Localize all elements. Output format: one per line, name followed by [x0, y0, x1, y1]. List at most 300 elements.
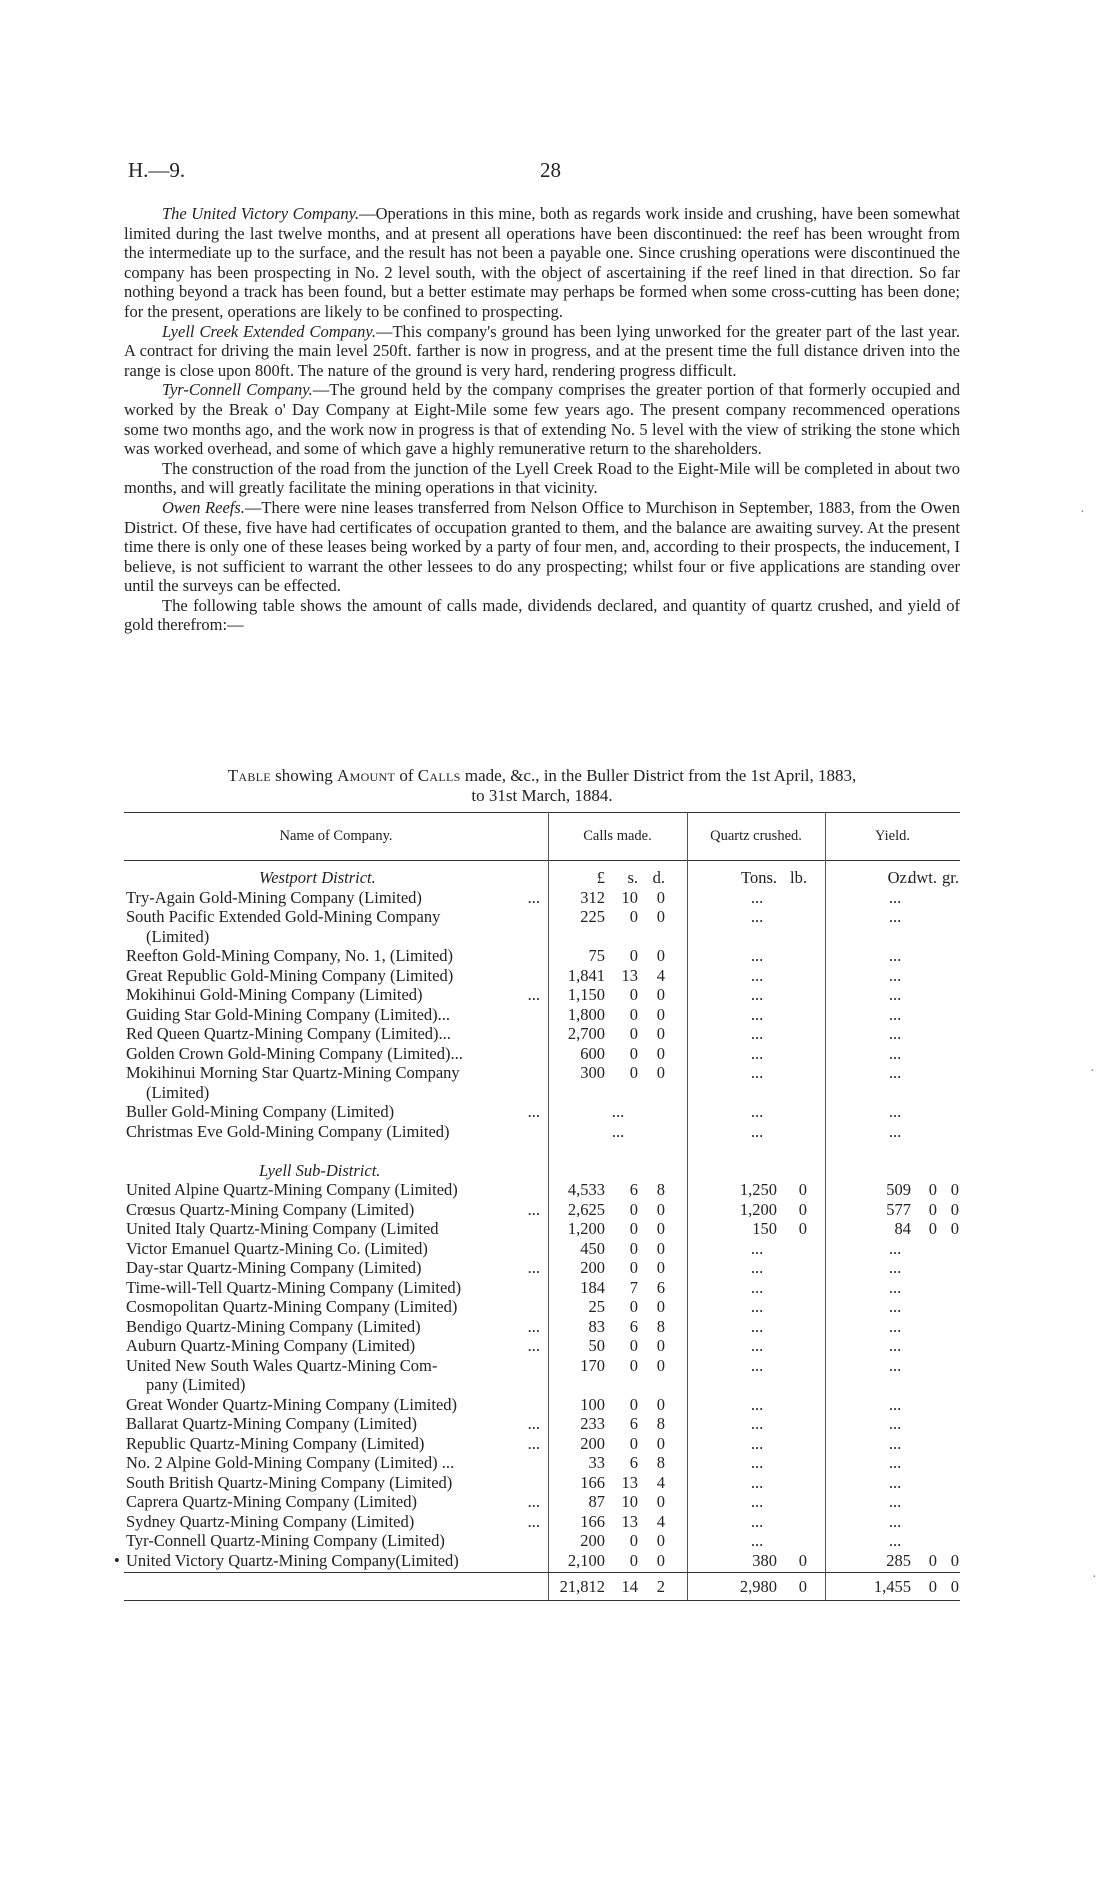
cell-yield: ...	[888, 1121, 902, 1141]
company-name-text: Time-will-Tell Quartz-Mining Company (Limited)	[126, 1277, 462, 1297]
cell-l: 25	[588, 1297, 605, 1316]
cell-l: 1,841	[567, 965, 605, 985]
company-name-text: Try-Again Gold-Mining Company (Limited)	[126, 887, 422, 907]
cell-l: 312	[580, 887, 605, 907]
company-name	[126, 1434, 542, 1454]
paragraph-text: —The ground held by the company comprises the greater portion of that formerly occupied and worked by the Break o' Day Company at Eight-Mile some few years ago. The present company recommenced operations some two months ago, and the work now in progress is that of extending No. 5 level with the view of striking the stone which was worked overhead, and some of which gave a highly remunerative return to the shareholders.	[124, 380, 960, 459]
totals-rule	[124, 1572, 960, 1573]
cell-d: 0	[656, 1433, 665, 1453]
caption-word: Table	[227, 766, 271, 785]
company-name	[126, 1180, 542, 1200]
company-name-text: South British Quartz-Mining Company (Limited)	[126, 1472, 453, 1492]
cell-yd: 0	[928, 1550, 937, 1570]
cell-l: 200	[580, 1258, 605, 1277]
margin-mark: ·	[1080, 505, 1085, 520]
cell-d: 0	[656, 1063, 665, 1082]
table-row	[124, 1219, 960, 1239]
cell-d: 0	[656, 1258, 665, 1277]
cell-quartz: ...	[750, 1394, 764, 1414]
table-row-continuation	[124, 1083, 960, 1103]
cell-l: 166	[580, 1511, 605, 1531]
cell-s: 0	[629, 1024, 638, 1043]
cell-yg: 0	[950, 1550, 959, 1570]
cell-quartz: ...	[750, 1336, 764, 1355]
company-name	[126, 1278, 542, 1298]
header-quartz: Quartz crushed.	[710, 828, 802, 844]
leader-dots: ...	[527, 985, 540, 1004]
leader-dots: ...	[527, 1316, 540, 1336]
table-row	[124, 1200, 960, 1220]
cell-yield: ...	[888, 1004, 902, 1024]
margin-mark: ·	[1092, 1570, 1097, 1585]
cell-s: 6	[629, 1180, 638, 1199]
body-text	[124, 204, 960, 635]
cell-d: 0	[656, 1336, 665, 1355]
cell-yo: 577	[886, 1199, 911, 1219]
cell-yield: ...	[888, 1336, 902, 1355]
table-row	[124, 1005, 960, 1025]
cell-d: 0	[656, 1394, 665, 1414]
cell-l: 2,100	[567, 1550, 605, 1570]
cell-quartz: ...	[750, 1297, 764, 1316]
cell-s: 0	[629, 1043, 638, 1063]
company-name-text: Republic Quartz-Mining Company (Limited)	[126, 1433, 425, 1453]
table-row	[124, 1473, 960, 1493]
company-name	[126, 1239, 542, 1259]
company-name-text: Guiding Star Gold-Mining Company (Limited)...	[126, 1004, 451, 1024]
caption-line-2: to 31st March, 1884.	[471, 786, 613, 805]
table-row	[124, 888, 960, 908]
cell-yield: ...	[888, 1394, 902, 1414]
company-name	[126, 1219, 542, 1239]
cell-quartz: ...	[750, 1238, 764, 1258]
cell-yield: ...	[888, 985, 902, 1004]
cell-d: 0	[656, 1004, 665, 1024]
caption-text: made, &c., in the Buller District from the 1st April, 1883,	[464, 766, 857, 785]
cell-quartz: ...	[750, 1433, 764, 1453]
cell-yo: Oz.	[887, 868, 911, 887]
cell-yield: ...	[888, 1024, 902, 1043]
cell-s: 13	[621, 965, 638, 985]
cell-s: 6	[629, 1316, 638, 1336]
cell-yield: ...	[888, 1472, 902, 1492]
cell-d: 0	[656, 907, 665, 926]
cell-l: 50	[588, 1336, 605, 1355]
cell-quartz: ...	[750, 1355, 764, 1375]
cell-l: 87	[588, 1492, 605, 1511]
company-name-text: Christmas Eve Gold-Mining Company (Limited)	[126, 1121, 450, 1141]
cell-l: 1,200	[567, 1219, 605, 1238]
paragraph-table-intro	[124, 596, 960, 635]
cell-d: 0	[656, 1550, 665, 1570]
caption-text: of	[399, 766, 414, 785]
cell-yg: 0	[950, 1180, 959, 1199]
company-name-text: Mokihinui Morning Star Quartz-Mining Company	[126, 1063, 460, 1082]
cell-s: 0	[629, 1336, 638, 1355]
paragraph-text: —Operations in this mine, both as regards work inside and crushing, have been somewhat limited during the last twelve months, and at present all operations have been discontinued: the reef has been wrought from the intermediate up to the surface, and the result has not been a payable one. Since crushing operations were discontinued the company has been prospecting in No. 2 level south, with the object of ascertaining if the reef lined in that direction. So far nothing beyond a track has been found, but a better estimate may perhaps be formed when some cross-cutting has been done; for the present, operations are likely to be confined to prospecting.	[124, 204, 960, 321]
cell-yd: 0	[928, 1199, 937, 1219]
cell-yield: ...	[888, 1414, 902, 1433]
leader-dots: ...	[527, 1336, 540, 1355]
page-header	[128, 158, 964, 182]
cell-d: 4	[656, 1511, 665, 1531]
paragraph-tyr-connell	[124, 380, 960, 458]
cell-s: 13	[621, 1511, 638, 1531]
cell-calls: ...	[611, 1102, 625, 1121]
leader-dots: ...	[527, 1511, 540, 1531]
company-name	[126, 1336, 542, 1356]
leader-dots: ...	[527, 1414, 540, 1433]
cell-quartz: ...	[750, 1102, 764, 1121]
district-heading: Lyell Sub-District.	[259, 1160, 381, 1180]
cell-d: 0	[656, 1297, 665, 1316]
table-row	[124, 946, 960, 966]
cell-ql: 0	[798, 1199, 807, 1219]
cell-yield: ...	[888, 1102, 902, 1121]
company-name-text: Great Wonder Quartz-Mining Company (Limited)	[126, 1394, 458, 1414]
cell-s: 10	[621, 887, 638, 907]
table-row	[124, 985, 960, 1005]
company-name-continuation: pany (Limited)	[146, 1375, 246, 1394]
table-row	[124, 1531, 960, 1551]
cell-l: £	[596, 868, 605, 887]
cell-s: 0	[629, 1258, 638, 1277]
company-name-text: Reefton Gold-Mining Company, No. 1, (Limited)	[126, 946, 454, 965]
table-row	[124, 1453, 960, 1473]
cell-quartz: ...	[750, 907, 764, 926]
cell-quartz: ...	[750, 1043, 764, 1063]
cell-quartz: ...	[750, 1277, 764, 1297]
paragraph-lead: Tyr-Connell Company.	[162, 380, 313, 400]
paragraph-lyell-creek	[124, 322, 960, 381]
cell-yg: gr.	[942, 868, 959, 887]
leader-dots: ...	[527, 1199, 540, 1219]
cell-s: 0	[629, 1394, 638, 1414]
cell-l: 2,700	[567, 1024, 605, 1043]
table-row	[124, 1414, 960, 1434]
table-row	[124, 1434, 960, 1454]
cell-l: 450	[580, 1238, 605, 1258]
cell-l: 600	[580, 1043, 605, 1063]
cell-quartz: ...	[750, 1316, 764, 1336]
company-name-text: No. 2 Alpine Gold-Mining Company (Limited) ...	[126, 1453, 455, 1472]
cell-s: 0	[629, 1433, 638, 1453]
leader-dots: ...	[527, 1102, 540, 1121]
paragraph-lead: The United Victory Company.	[162, 204, 360, 223]
page-number: 28	[540, 158, 561, 182]
cell-s: 0	[629, 1199, 638, 1219]
company-name-text: Buller Gold-Mining Company (Limited)	[126, 1102, 395, 1121]
cell-yield: ...	[888, 1453, 902, 1472]
cell-ql: 0	[798, 1219, 807, 1238]
company-name	[126, 1531, 542, 1551]
table-row	[124, 1336, 960, 1356]
company-name	[126, 1102, 542, 1122]
cell-yd: 0	[928, 1577, 937, 1596]
district-heading: Westport District.	[259, 868, 376, 887]
company-name	[126, 1005, 542, 1025]
cell-quartz: ...	[750, 1063, 764, 1082]
cell-quartz: ...	[750, 1472, 764, 1492]
company-name	[126, 966, 542, 986]
units-row	[124, 868, 960, 888]
cell-s: 0	[629, 1238, 638, 1258]
table-row	[124, 1512, 960, 1532]
table-row	[124, 1122, 960, 1142]
cell-l: 233	[580, 1414, 605, 1433]
company-name	[126, 1024, 542, 1044]
cell-quartz: ...	[750, 887, 764, 907]
cell-l: 75	[588, 946, 605, 965]
cell-yg: 0	[950, 1199, 959, 1219]
company-name-text: United Victory Quartz-Mining Company(Limited)	[126, 1550, 459, 1570]
company-name	[126, 1063, 542, 1083]
cell-s: 0	[629, 1297, 638, 1316]
company-name-text: Caprera Quartz-Mining Company (Limited)	[126, 1492, 417, 1511]
district-row	[124, 1161, 960, 1181]
header-name: Name of Company.	[279, 828, 393, 844]
cell-yg: 0	[950, 1219, 959, 1238]
cell-yield: ...	[888, 946, 902, 965]
cell-qt: 1,250	[739, 1180, 777, 1199]
cell-s: 0	[629, 1550, 638, 1570]
header-calls: Calls made.	[583, 828, 652, 844]
cell-quartz: ...	[750, 1511, 764, 1531]
table-bottom-rule	[124, 1600, 960, 1601]
totals-row	[124, 1577, 960, 1597]
company-name	[126, 1473, 542, 1493]
cell-s: 0	[629, 946, 638, 965]
cell-l: 166	[580, 1472, 605, 1492]
cell-yield: ...	[888, 1492, 902, 1511]
cell-s: 0	[629, 907, 638, 926]
cell-s: 0	[629, 1063, 638, 1082]
cell-l: 100	[580, 1394, 605, 1414]
cell-ql: 0	[798, 1180, 807, 1199]
leader-dots: ...	[527, 887, 540, 907]
cell-calls: ...	[611, 1121, 625, 1141]
cell-d: 0	[656, 1199, 665, 1219]
company-name	[126, 1297, 542, 1317]
company-name	[126, 1512, 542, 1532]
cell-l: 200	[580, 1433, 605, 1453]
company-name	[126, 888, 542, 908]
company-name	[126, 907, 542, 927]
cell-s: 0	[629, 1355, 638, 1375]
cell-d: 2	[656, 1577, 665, 1596]
company-name	[126, 985, 542, 1005]
company-name	[126, 1200, 542, 1220]
paragraph-united-victory	[124, 204, 960, 322]
cell-yield: ...	[888, 1355, 902, 1375]
cell-d: 0	[656, 1355, 665, 1375]
company-name-text: South Pacific Extended Gold-Mining Company	[126, 907, 441, 926]
cell-l: 2,625	[567, 1199, 605, 1219]
cell-quartz: ...	[750, 1004, 764, 1024]
cell-d: 8	[656, 1316, 665, 1336]
company-name-text: Crœsus Quartz-Mining Company (Limited)	[126, 1199, 415, 1219]
paragraph-owen-reefs	[124, 498, 960, 596]
cell-quartz: ...	[750, 1453, 764, 1472]
table-row	[124, 1239, 960, 1259]
cell-d: 0	[656, 1219, 665, 1238]
margin-mark: ·	[1090, 1064, 1095, 1079]
cell-d: 0	[656, 985, 665, 1004]
table-row	[124, 1317, 960, 1337]
cell-yield: ...	[888, 1238, 902, 1258]
cell-quartz: ...	[750, 1531, 764, 1550]
cell-s: s.	[627, 868, 638, 887]
cell-s: 6	[629, 1453, 638, 1472]
cell-s: 10	[621, 1492, 638, 1511]
company-name-text: Sydney Quartz-Mining Company (Limited)	[126, 1511, 415, 1531]
cell-l: 300	[580, 1063, 605, 1082]
cell-ql: 0	[798, 1577, 807, 1596]
cell-ql: 0	[798, 1550, 807, 1570]
company-name	[126, 1551, 542, 1571]
paragraph-lead: Lyell Creek Extended Company.	[162, 321, 376, 341]
company-name-text: Tyr-Connell Quartz-Mining Company (Limited)	[126, 1531, 445, 1550]
cell-s: 6	[629, 1414, 638, 1433]
cell-l: 200	[580, 1531, 605, 1550]
company-name-continuation: (Limited)	[146, 926, 210, 946]
cell-l: 83	[588, 1316, 605, 1336]
company-name	[126, 1044, 542, 1064]
cell-yield: ...	[888, 1258, 902, 1277]
table-row	[114, 1550, 960, 1571]
cell-yo: 1,455	[873, 1577, 911, 1596]
table-row	[124, 1044, 960, 1064]
cell-l: 1,150	[567, 985, 605, 1004]
company-name	[126, 1395, 542, 1415]
company-name	[126, 1453, 542, 1473]
paragraph-text: The following table shows the amount of calls made, dividends declared, and quantity of quartz crushed, and yield of gold therefrom:—	[124, 595, 960, 635]
cell-s: 7	[629, 1277, 638, 1297]
cell-s: 0	[629, 1219, 638, 1238]
cell-s: 0	[629, 1531, 638, 1550]
cell-l: 184	[580, 1277, 605, 1297]
cell-quartz: ...	[750, 1414, 764, 1433]
table-row	[124, 966, 960, 986]
cell-yield: ...	[888, 1063, 902, 1082]
cell-quartz: ...	[750, 1492, 764, 1511]
cell-d: 0	[656, 1024, 665, 1043]
caption-word: Amount	[337, 766, 396, 785]
cell-d: 0	[656, 1492, 665, 1511]
table-row	[124, 907, 960, 927]
company-name	[126, 1258, 542, 1278]
table-row-continuation	[124, 1375, 960, 1395]
cell-l: 1,800	[567, 1004, 605, 1024]
company-name-text: Victor Emanuel Quartz-Mining Co. (Limited)	[126, 1238, 428, 1258]
cell-ql: lb.	[790, 868, 807, 887]
table-row	[124, 1180, 960, 1200]
cell-s: 0	[629, 1004, 638, 1024]
company-name-text: Day-star Quartz-Mining Company (Limited)	[126, 1258, 422, 1277]
cell-d: d.	[652, 868, 665, 887]
cell-d: 8	[656, 1414, 665, 1433]
cell-yd: dwt.	[908, 868, 937, 887]
table-header-rule	[124, 860, 960, 861]
cell-s: 14	[621, 1577, 638, 1596]
cell-l: 33	[588, 1453, 605, 1472]
cell-yo: 285	[886, 1550, 911, 1570]
company-name-text: United Italy Quartz-Mining Company (Limited	[126, 1219, 439, 1238]
company-name-text: Red Queen Quartz-Mining Company (Limited)...	[126, 1024, 451, 1043]
company-name-text: United New South Wales Quartz-Mining Com-	[126, 1355, 438, 1375]
cell-quartz: ...	[750, 985, 764, 1004]
cell-qt: 2,980	[739, 1577, 777, 1596]
table-row	[124, 1356, 960, 1376]
paragraph-text: —This company's ground has been lying unworked for the greater part of the last year. A contract for driving the main level 250ft. farther is now in progress, and at the present time the full distance driven into the range is close upon 800ft. The nature of the ground is very hard, rendering progress difficult.	[124, 321, 960, 380]
cell-yg: 0	[950, 1577, 959, 1596]
cell-qt: 380	[752, 1550, 777, 1570]
company-name-text: Cosmopolitan Quartz-Mining Company (Limited)	[126, 1297, 458, 1316]
caption-text: showing	[275, 766, 333, 785]
cell-l: 21,812	[559, 1577, 605, 1596]
cell-d: 0	[656, 1238, 665, 1258]
cell-yield: ...	[888, 1531, 902, 1550]
cell-d: 0	[656, 946, 665, 965]
cell-yield: ...	[888, 1297, 902, 1316]
cell-yield: ...	[888, 1277, 902, 1297]
cell-yield: ...	[888, 907, 902, 926]
cell-qt: 1,200	[739, 1199, 777, 1219]
leader-dots: ...	[527, 1433, 540, 1453]
cell-d: 4	[656, 1472, 665, 1492]
company-name-text: Bendigo Quartz-Mining Company (Limited)	[126, 1316, 421, 1336]
company-name-text: United Alpine Quartz-Mining Company (Limited)	[126, 1180, 458, 1199]
cell-d: 0	[656, 887, 665, 907]
document-code: H.—9.	[128, 158, 186, 182]
company-name	[126, 1122, 542, 1142]
cell-yield: ...	[888, 965, 902, 985]
paragraph-text: The construction of the road from the junction of the Lyell Creek Road to the Eight-Mile will be completed in about two months, and will greatly facilitate the mining operations in that vicinity.	[124, 458, 960, 498]
table-row	[124, 1024, 960, 1044]
table-row	[124, 1258, 960, 1278]
cell-yield: ...	[888, 1511, 902, 1531]
leader-dots: ...	[527, 1492, 540, 1511]
company-name-text: Auburn Quartz-Mining Company (Limited)	[126, 1336, 416, 1355]
cell-yield: ...	[888, 1433, 902, 1453]
cell-d: 0	[656, 1531, 665, 1550]
cell-yo: 84	[894, 1219, 911, 1238]
table-row	[124, 1492, 960, 1512]
cell-qt: Tons.	[741, 868, 777, 887]
cell-quartz: ...	[750, 1258, 764, 1277]
table-row	[124, 1395, 960, 1415]
cell-yield: ...	[888, 887, 902, 907]
cell-quartz: ...	[750, 946, 764, 965]
company-name-text: Great Republic Gold-Mining Company (Limited)	[126, 965, 454, 985]
cell-d: 8	[656, 1453, 665, 1472]
table-row	[124, 1297, 960, 1317]
company-name-text: Mokihinui Gold-Mining Company (Limited)	[126, 985, 423, 1004]
cell-l: 170	[580, 1355, 605, 1375]
table-row	[124, 1102, 960, 1122]
cell-s: 0	[629, 985, 638, 1004]
company-name	[126, 1492, 542, 1512]
paragraph-text: —There were nine leases transferred from Nelson Office to Murchison in September, 1883, from the Owen District. Of these, five have had certificates of occupation granted to them, and the balance are awaiting survey. At the present time there is only one of these leases being worked by a party of four men, and, according to their prospects, the inducement, I believe, is not sufficient to warrant the other lessees to do any prospecting; whilst four or five applications are standing over until the surveys can be effected.	[124, 497, 960, 596]
cell-d: 4	[656, 965, 665, 985]
cell-d: 8	[656, 1180, 665, 1199]
company-name-text: Ballarat Quartz-Mining Company (Limited)	[126, 1414, 417, 1433]
bullet-mark: •	[114, 1550, 120, 1570]
cell-l: 4,533	[567, 1180, 605, 1199]
cell-yield: ...	[888, 1043, 902, 1063]
cell-qt: 150	[752, 1219, 777, 1238]
table-row-continuation	[124, 927, 960, 947]
